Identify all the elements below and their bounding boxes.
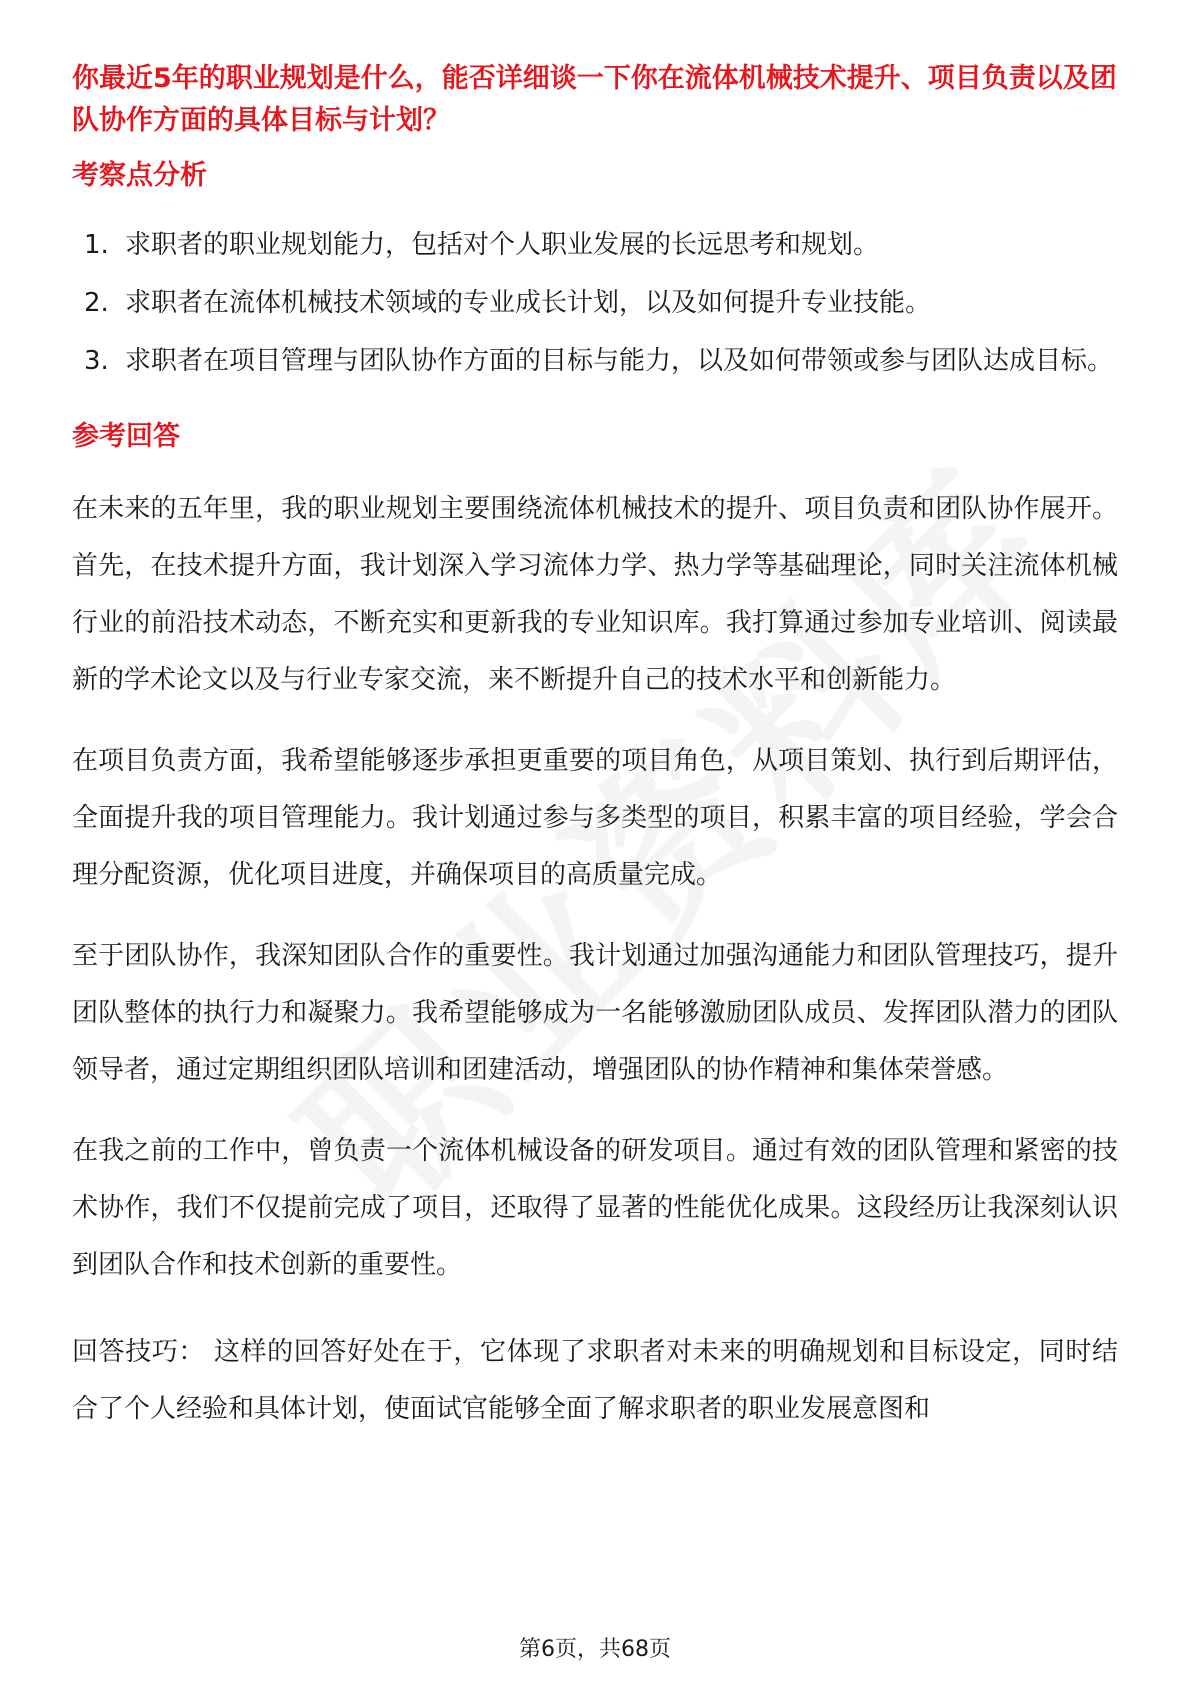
answer-paragraph: 至于团队协作，我深知团队合作的重要性。我计划通过加强沟通能力和团队管理技巧，提升团队整体的执行力和凝聚力。我希望能够成为一名能够激励团队成员、发挥团队潜力的团队领导者，通过定期组织团队培训和团建活动，增强团队的协作精神和集体荣誉感。	[72, 941, 1118, 1085]
list-item-text: 求职者在流体机械技术领域的专业成长计划，以及如何提升专业技能。	[125, 288, 932, 318]
list-item	[72, 276, 1118, 331]
page-number-footer: 第6页，共68页	[519, 1637, 671, 1662]
answer-tips: 回答技巧： 这样的回答好处在于，它体现了求职者对未来的明确规划和目标设定，同时结合了个人经验和具体计划，使面试官能够全面了解求职者的职业发展意图和	[72, 1337, 1118, 1424]
list-item-text: 求职者在项目管理与团队协作方面的目标与能力，以及如何带领或参与团队达成目标。	[125, 346, 1114, 376]
answer-paragraph: 在我之前的工作中，曾负责一个流体机械设备的研发项目。通过有效的团队管理和紧密的技术协作，我们不仅提前完成了项目，还取得了显著的性能优化成果。这段经历让我深刻认识到团队合作和技术创新的重要性。	[72, 1136, 1118, 1280]
list-item	[72, 334, 1118, 389]
list-item-number: 1.	[84, 230, 109, 260]
analysis-heading: 考察点分析	[72, 160, 207, 191]
answer-paragraph: 在未来的五年里，我的职业规划主要围绕流体机械技术的提升、项目负责和团队协作展开。首先，在技术提升方面，我计划深入学习流体力学、热力学等基础理论，同时关注流体机械行业的前沿技术动态，不断充实和更新我的专业知识库。我打算通过参加专业培训、阅读最新的学术论文以及与行业专家交流，来不断提升自己的技术水平和创新能力。	[72, 494, 1118, 695]
list-item-number: 3.	[84, 346, 109, 376]
answer-heading: 参考回答	[72, 421, 180, 452]
list-item-number: 2.	[84, 288, 109, 318]
list-item	[72, 218, 1118, 273]
question-title: 你最近5年的职业规划是什么，能否详细谈一下你在流体机械技术提升、项目负责以及团队协作方面的具体目标与计划？	[72, 63, 1117, 136]
analysis-points-list	[72, 218, 1118, 389]
answer-paragraph: 在项目负责方面，我希望能够逐步承担更重要的项目角色，从项目策划、执行到后期评估，全面提升我的项目管理能力。我计划通过参与多类型的项目，积累丰富的项目经验，学会合理分配资源，优化项目进度，并确保项目的高质量完成。	[72, 746, 1118, 890]
document-page	[72, 58, 1118, 1438]
list-item-text: 求职者的职业规划能力，包括对个人职业发展的长远思考和规划。	[125, 230, 880, 260]
